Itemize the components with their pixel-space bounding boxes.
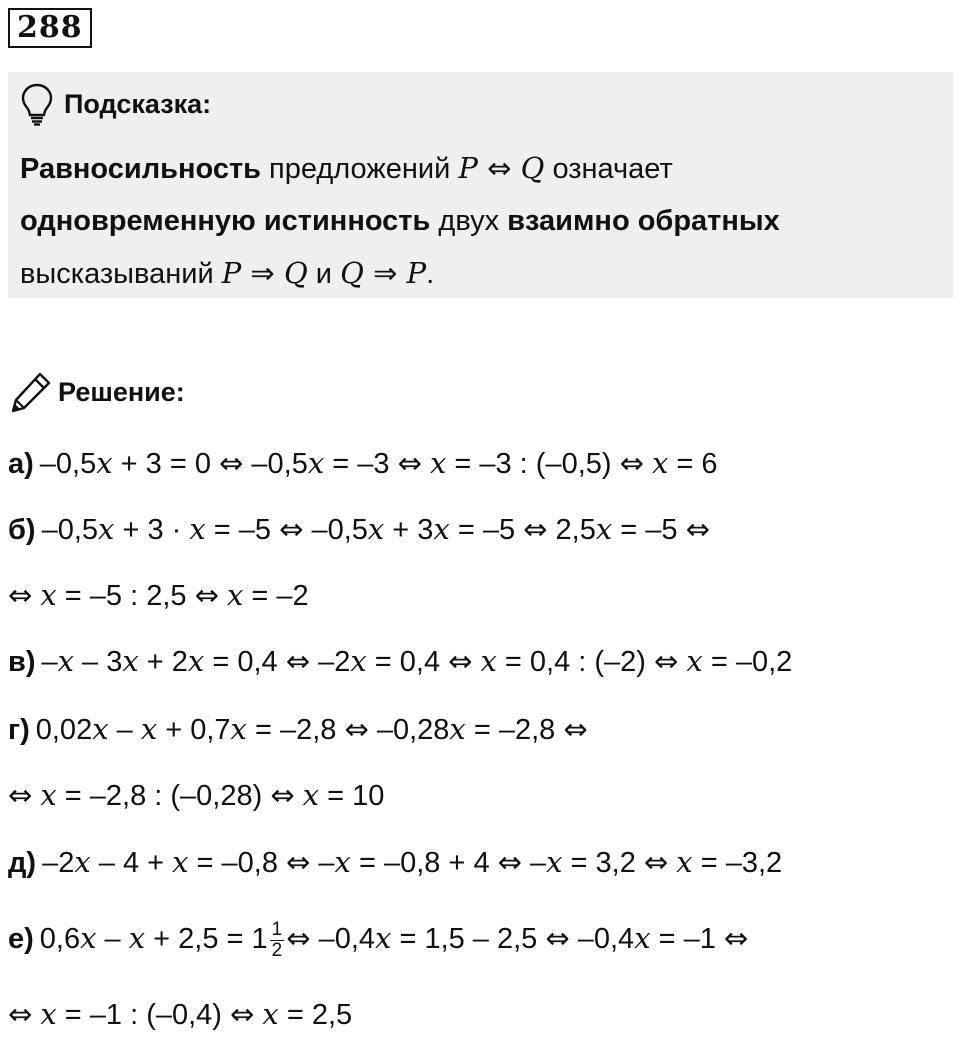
hint-bold-term: одновременную истинность bbox=[20, 205, 431, 237]
hint-bold-term: Равносильность bbox=[20, 153, 261, 185]
expr-text: = 0,4 bbox=[366, 646, 449, 678]
variable-x: x bbox=[262, 997, 279, 1031]
expr-text: – bbox=[108, 714, 141, 746]
hint-math-p: P bbox=[458, 151, 478, 185]
equiv-symbol: ⇔ bbox=[286, 845, 311, 879]
expr-text: + 2 bbox=[138, 646, 188, 678]
expr-text: + 3 · bbox=[114, 514, 190, 546]
variable-x: x bbox=[140, 712, 158, 746]
equiv-symbol: ⇔ bbox=[286, 921, 311, 955]
expr-text: – bbox=[41, 646, 58, 678]
variable-x: x bbox=[57, 644, 74, 678]
hint-implies-symbol: ⇒ bbox=[363, 256, 407, 290]
equiv-symbol: ⇔ bbox=[497, 845, 522, 879]
variable-x: x bbox=[375, 921, 392, 955]
expr-text: = –1 : (–0,4) bbox=[56, 999, 231, 1031]
equiv-symbol: ⇔ bbox=[654, 644, 679, 678]
variable-x: x bbox=[634, 921, 651, 955]
variable-x: x bbox=[187, 644, 205, 678]
equiv-symbol: ⇔ bbox=[8, 778, 33, 812]
expr-text: – 4 + bbox=[90, 847, 173, 879]
hint-implies-symbol: ⇒ bbox=[241, 256, 284, 290]
item-label: г) bbox=[8, 714, 30, 746]
expr-text: = –3,2 bbox=[692, 847, 783, 879]
expr-text: = –5 bbox=[449, 514, 524, 546]
variable-x: x bbox=[40, 778, 57, 812]
expr-text: = 10 bbox=[319, 780, 385, 812]
variable-x: x bbox=[686, 644, 703, 678]
hint-text-segment: двух bbox=[430, 205, 508, 237]
equiv-symbol: ⇔ bbox=[685, 512, 710, 546]
expr-text bbox=[295, 780, 303, 812]
variable-x: x bbox=[74, 845, 91, 879]
hint-header bbox=[20, 82, 211, 126]
variable-x: x bbox=[433, 512, 450, 546]
solution-line-a bbox=[8, 443, 718, 483]
expr-text: = –5 bbox=[612, 514, 686, 546]
fraction-one-half bbox=[270, 920, 285, 961]
expr-text: + 3 = 0 bbox=[112, 448, 220, 480]
expr-text: 2,5 bbox=[547, 514, 596, 546]
equiv-symbol: ⇔ bbox=[270, 778, 295, 812]
expr-text: = 2,5 bbox=[278, 999, 353, 1031]
expr-text: = –0,8 bbox=[188, 847, 287, 879]
hint-equiv-symbol: ⇔ bbox=[477, 151, 521, 185]
expr-text: = –2 bbox=[243, 580, 309, 612]
equiv-symbol: ⇔ bbox=[723, 921, 749, 955]
equiv-symbol: ⇔ bbox=[285, 644, 311, 678]
variable-x: x bbox=[350, 644, 367, 678]
expr-text: = –3 : (–0,5) bbox=[446, 448, 620, 480]
equiv-symbol: ⇔ bbox=[643, 845, 669, 879]
equiv-symbol: ⇔ bbox=[563, 712, 588, 746]
expr-text bbox=[219, 580, 227, 612]
lightbulb-icon bbox=[20, 82, 54, 126]
hint-bold-term: взаимно обратных bbox=[507, 205, 780, 237]
item-label: а) bbox=[8, 448, 34, 480]
expr-text: –2 bbox=[310, 646, 351, 678]
solution-title: Решение: bbox=[58, 376, 185, 407]
variable-x: x bbox=[334, 845, 351, 879]
hint-math-p: P bbox=[406, 256, 427, 290]
expr-text: –0,5 bbox=[39, 448, 97, 480]
hint-text-segment: и bbox=[307, 258, 341, 290]
hint-math-p: P bbox=[221, 256, 242, 290]
expr-text: = –0,2 bbox=[702, 646, 793, 678]
equiv-symbol: ⇔ bbox=[448, 644, 473, 678]
expr-text bbox=[422, 448, 430, 480]
equiv-symbol: ⇔ bbox=[230, 997, 255, 1031]
variable-x: x bbox=[172, 845, 189, 879]
hint-text-segment: означает bbox=[544, 153, 673, 185]
expr-text: –0,5 bbox=[303, 514, 368, 546]
expr-text: – 3 bbox=[74, 646, 123, 678]
item-label: е) bbox=[8, 923, 34, 955]
pencil-icon bbox=[10, 371, 52, 413]
expr-text: + 3 bbox=[384, 514, 434, 546]
solution-line-e-cont bbox=[8, 994, 352, 1034]
solution-line-b bbox=[8, 509, 710, 549]
variable-x: x bbox=[128, 921, 146, 955]
solution-header bbox=[10, 370, 185, 414]
equiv-symbol: ⇔ bbox=[545, 921, 570, 955]
variable-x: x bbox=[307, 446, 325, 480]
expr-text: 0,6 bbox=[39, 923, 81, 955]
item-label: б) bbox=[8, 514, 36, 546]
variable-x: x bbox=[40, 997, 57, 1031]
expr-text: = –2,8 bbox=[465, 714, 564, 746]
expr-text: –0,4 bbox=[310, 923, 376, 955]
variable-x: x bbox=[96, 446, 113, 480]
hint-title: Подсказка: bbox=[64, 88, 212, 119]
variable-x: x bbox=[480, 644, 497, 678]
variable-x: x bbox=[40, 578, 57, 612]
equiv-symbol: ⇔ bbox=[194, 578, 219, 612]
expr-text: = –5 : 2,5 bbox=[56, 580, 195, 612]
variable-x: x bbox=[651, 446, 669, 480]
expr-text: – bbox=[96, 923, 129, 955]
solution-line-v bbox=[8, 641, 792, 681]
expr-text: = 0,4 : (–2) bbox=[496, 646, 655, 678]
equiv-symbol: ⇔ bbox=[219, 446, 244, 480]
solution-line-g bbox=[8, 709, 588, 749]
expr-text: – bbox=[521, 847, 547, 879]
variable-x: x bbox=[230, 712, 247, 746]
expr-text: = 1,5 – 2,5 bbox=[391, 923, 546, 955]
variable-x: x bbox=[676, 845, 693, 879]
variable-x: x bbox=[546, 845, 563, 879]
item-label: в) bbox=[8, 646, 36, 678]
hint-math-q: Q bbox=[340, 256, 364, 290]
expr-text: = –1 bbox=[650, 923, 724, 955]
expr-text: –0,4 bbox=[569, 923, 635, 955]
equiv-symbol: ⇔ bbox=[8, 997, 33, 1031]
expr-text: = –2,8 : (–0,28) bbox=[56, 780, 271, 812]
expr-text: = –5 bbox=[205, 514, 280, 546]
expr-text: = 6 bbox=[668, 448, 718, 480]
equiv-symbol: ⇔ bbox=[8, 578, 33, 612]
expr-text: + 2,5 = 1 bbox=[145, 923, 268, 955]
variable-x: x bbox=[189, 512, 206, 546]
variable-x: x bbox=[92, 712, 109, 746]
variable-x: x bbox=[122, 644, 139, 678]
expr-text: – bbox=[310, 847, 335, 879]
variable-x: x bbox=[98, 512, 115, 546]
item-label: д) bbox=[8, 847, 37, 879]
solution-line-g-cont bbox=[8, 775, 384, 815]
hint-text-segment: . bbox=[426, 258, 435, 290]
equiv-symbol: ⇔ bbox=[523, 512, 548, 546]
expr-text bbox=[644, 448, 652, 480]
equiv-symbol: ⇔ bbox=[397, 446, 422, 480]
hint-text bbox=[20, 142, 945, 300]
expr-text: = –0,8 + 4 bbox=[350, 847, 498, 879]
hint-math-q: Q bbox=[520, 151, 545, 185]
expr-text: = 0,4 bbox=[204, 646, 286, 678]
expr-text: –0,5 bbox=[243, 448, 308, 480]
variable-x: x bbox=[429, 446, 447, 480]
fraction-numerator: 1 bbox=[271, 918, 283, 940]
expr-text bbox=[472, 646, 480, 678]
variable-x: x bbox=[595, 512, 613, 546]
variable-x: x bbox=[302, 778, 320, 812]
expr-text: 0,02 bbox=[35, 714, 93, 746]
variable-x: x bbox=[226, 578, 244, 612]
variable-x: x bbox=[80, 921, 97, 955]
expr-text: –0,28 bbox=[368, 714, 450, 746]
variable-x: x bbox=[367, 512, 385, 546]
expr-text: = –3 bbox=[324, 448, 398, 480]
expr-text: –0,5 bbox=[41, 514, 99, 546]
equiv-symbol: ⇔ bbox=[619, 446, 644, 480]
equiv-symbol: ⇔ bbox=[344, 712, 369, 746]
expr-text: –2 bbox=[42, 847, 75, 879]
hint-text-segment: предложений bbox=[260, 153, 459, 185]
variable-x: x bbox=[449, 712, 466, 746]
equiv-symbol: ⇔ bbox=[279, 512, 304, 546]
solution-line-d bbox=[8, 842, 782, 882]
expr-text: = –2,8 bbox=[246, 714, 345, 746]
expr-text: = 3,2 bbox=[562, 847, 644, 879]
hint-text-segment: высказываний bbox=[20, 258, 222, 290]
solution-line-e bbox=[8, 918, 749, 961]
hint-math-q: Q bbox=[283, 256, 308, 290]
hint-box bbox=[8, 72, 953, 298]
solution-line-b-cont bbox=[8, 575, 309, 615]
task-number: 288 bbox=[8, 8, 92, 48]
fraction-denominator: 2 bbox=[271, 939, 283, 961]
expr-text: + 0,7 bbox=[157, 714, 231, 746]
